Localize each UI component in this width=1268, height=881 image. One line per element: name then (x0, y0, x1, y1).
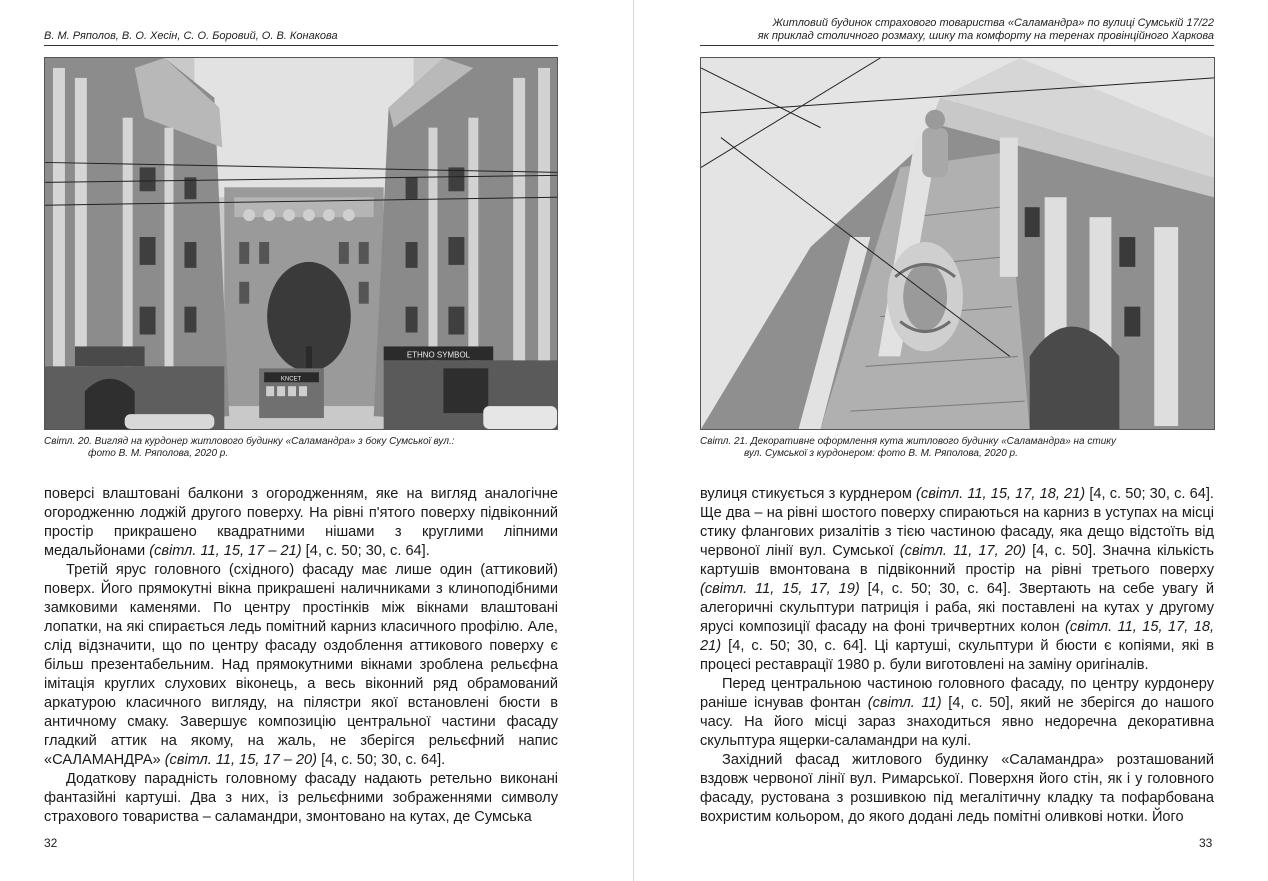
paragraph (44, 770, 558, 827)
text-run: Додаткову парадність головному фасаду надають ретельно виконані фантазійні картуші. Два з них, із рельєфними зображеннями символу страхового товариства – саламандри, змонтовано на кутах, де Сумська (44, 771, 558, 825)
right-page (634, 0, 1268, 881)
text-run: [4, с. 50; 30, с. 64]. Звертають на себе увагу й алегоричні скульптури патриція і раба, які поставлені на кутах у другому ярусі композиції фасаду на фоні тричвертних колон (700, 581, 1214, 635)
text-run: [4, с. 50]. Значна кількість картушів вмонтована в підвіконний простір на рівні третього поверху (700, 543, 1214, 578)
caption-line: Світл. 21. Декоративне оформлення кута житлового будинку «Саламандра» на стику (700, 436, 1116, 447)
kiosk-sign: KNCET (280, 376, 302, 383)
figure-caption-21 (700, 436, 1214, 460)
text-run: поверсі влаштовані балкони з огородженням, яке на вигляд аналогічне огородженню лоджій другого поверху. На рівні п'ятого поверху підвіконний простір прикрашено квадратними нішами з круглими ліпними медальйонами (44, 486, 558, 559)
body-text (700, 485, 1214, 827)
running-head-line: як приклад столичного розмаху, шику та комфорту на теренах провінційного Харкова (757, 30, 1214, 42)
caption-credit: вул. Сумської з курдонером: фото В. М. Ряполова, 2020 р. (744, 448, 1018, 459)
figure-reference: (світл. 11, 15, 17 – 21) (149, 543, 302, 559)
paragraph (700, 751, 1214, 827)
text-run: [4, с. 50; 30, с. 64]. (301, 543, 430, 559)
paragraph (44, 485, 558, 561)
text-run: Третій ярус головного (східного) фасаду має лише один (аттиковий) поверх. Його прямокутні вікна прикрашені наличниками з клиноподібними замковими каменями. По центру простінків між вікнами влаштовані лопатки, на які спирається ледь помітний карниз класичного профілю. Але, слід відзначити, що по центру фасаду оздоблення аттикового поверху є більш презентабельним. Над прямокутними вікнами зроблена рельєфна імітація круглих слухових віконець, а весь віконний ряд обрамований аркатурою класичного вигляду, на пілястри якої встановлені бюсти в античному смаку. Завершує композицію центральної частини фасаду гладкий аттик на якому, на жаль, не зберігся рельєфний напис «САЛАМАНДРА» (44, 562, 558, 768)
running-head-authors: В. М. Ряполов, В. О. Хесін, С. О. Боровий, О. В. Конакова (44, 30, 338, 42)
text-run: [4, с. 50], який не зберігся до нашого часу. На його місці зараз знаходиться явно недоречна декоративна скульптура ящерки-саламандри на кулі. (700, 695, 1215, 749)
running-head-line: Житловий будинок страхового товариства «Саламандра» по вулиці Сумській 17/22 (772, 17, 1214, 29)
paragraph (700, 675, 1214, 751)
figure-reference: (світл. 11) (867, 695, 942, 711)
figure-reference: (світл. 11, 15, 17, 18, 21) (700, 619, 1215, 654)
shop-sign-ethno: ETHNO SYMBOL (406, 350, 471, 360)
figure-reference: (світл. 11, 15, 17, 19) (700, 581, 860, 597)
figure-caption-20 (44, 436, 558, 460)
photo-courtyard (44, 57, 558, 430)
text-run: Західний фасад житлового будинку «Саламандра» розташований вздовж червоної лінії вул. Римарської. Поверхня його стін, як і у головного фасаду, рустована з розшивкою під мегалітичну кладку та пофарбована вохристим кольором, до якого додані ледь помітні оливкові нотки. Його (700, 752, 1214, 825)
text-run: [4, с. 50; 30, с. 64]. Ще два – на рівні шостого поверху спираються на карниз в уступах на місці стику флангових ризалітів з тією частиною фасаду, яка дещо відстоїть від червоної лінії вул. Сумської (700, 486, 1214, 559)
caption-credit: фото В. М. Ряполова, 2020 р. (88, 448, 229, 459)
text-run: [4, с. 50; 30, с. 64]. Ці картуші, скульптури й бюсти є копіями, які в процесі реставрації 1980 р. були виготовлені на заміну оригіналів. (700, 638, 1214, 673)
text-run: вулиця стикується з курднером (700, 486, 917, 502)
running-head-title (700, 17, 1214, 43)
caption-line: Світл. 20. Вигляд на курдонер житлового будинку «Саламандра» з боку Сумської вул.: (44, 436, 455, 447)
page-number: 32 (44, 836, 58, 850)
text-run: Перед центральною частиною головного фасаду, по центру курдонеру раніше існував фонтан (700, 676, 1214, 711)
header-rule (700, 45, 1214, 46)
figure-reference: (світл. 11, 15, 17 – 20) (164, 752, 318, 768)
page-number: 33 (1199, 836, 1213, 850)
body-text (44, 485, 558, 827)
text-run: [4, с. 50; 30, с. 64]. (317, 752, 446, 768)
paragraph (44, 561, 558, 770)
paragraph (700, 485, 1214, 675)
header-rule (44, 45, 558, 46)
figure-reference: (світл. 11, 15, 17, 18, 21) (916, 486, 1086, 502)
photo-corner-decoration (700, 57, 1215, 430)
figure-reference: (світл. 11, 17, 20) (899, 543, 1026, 559)
